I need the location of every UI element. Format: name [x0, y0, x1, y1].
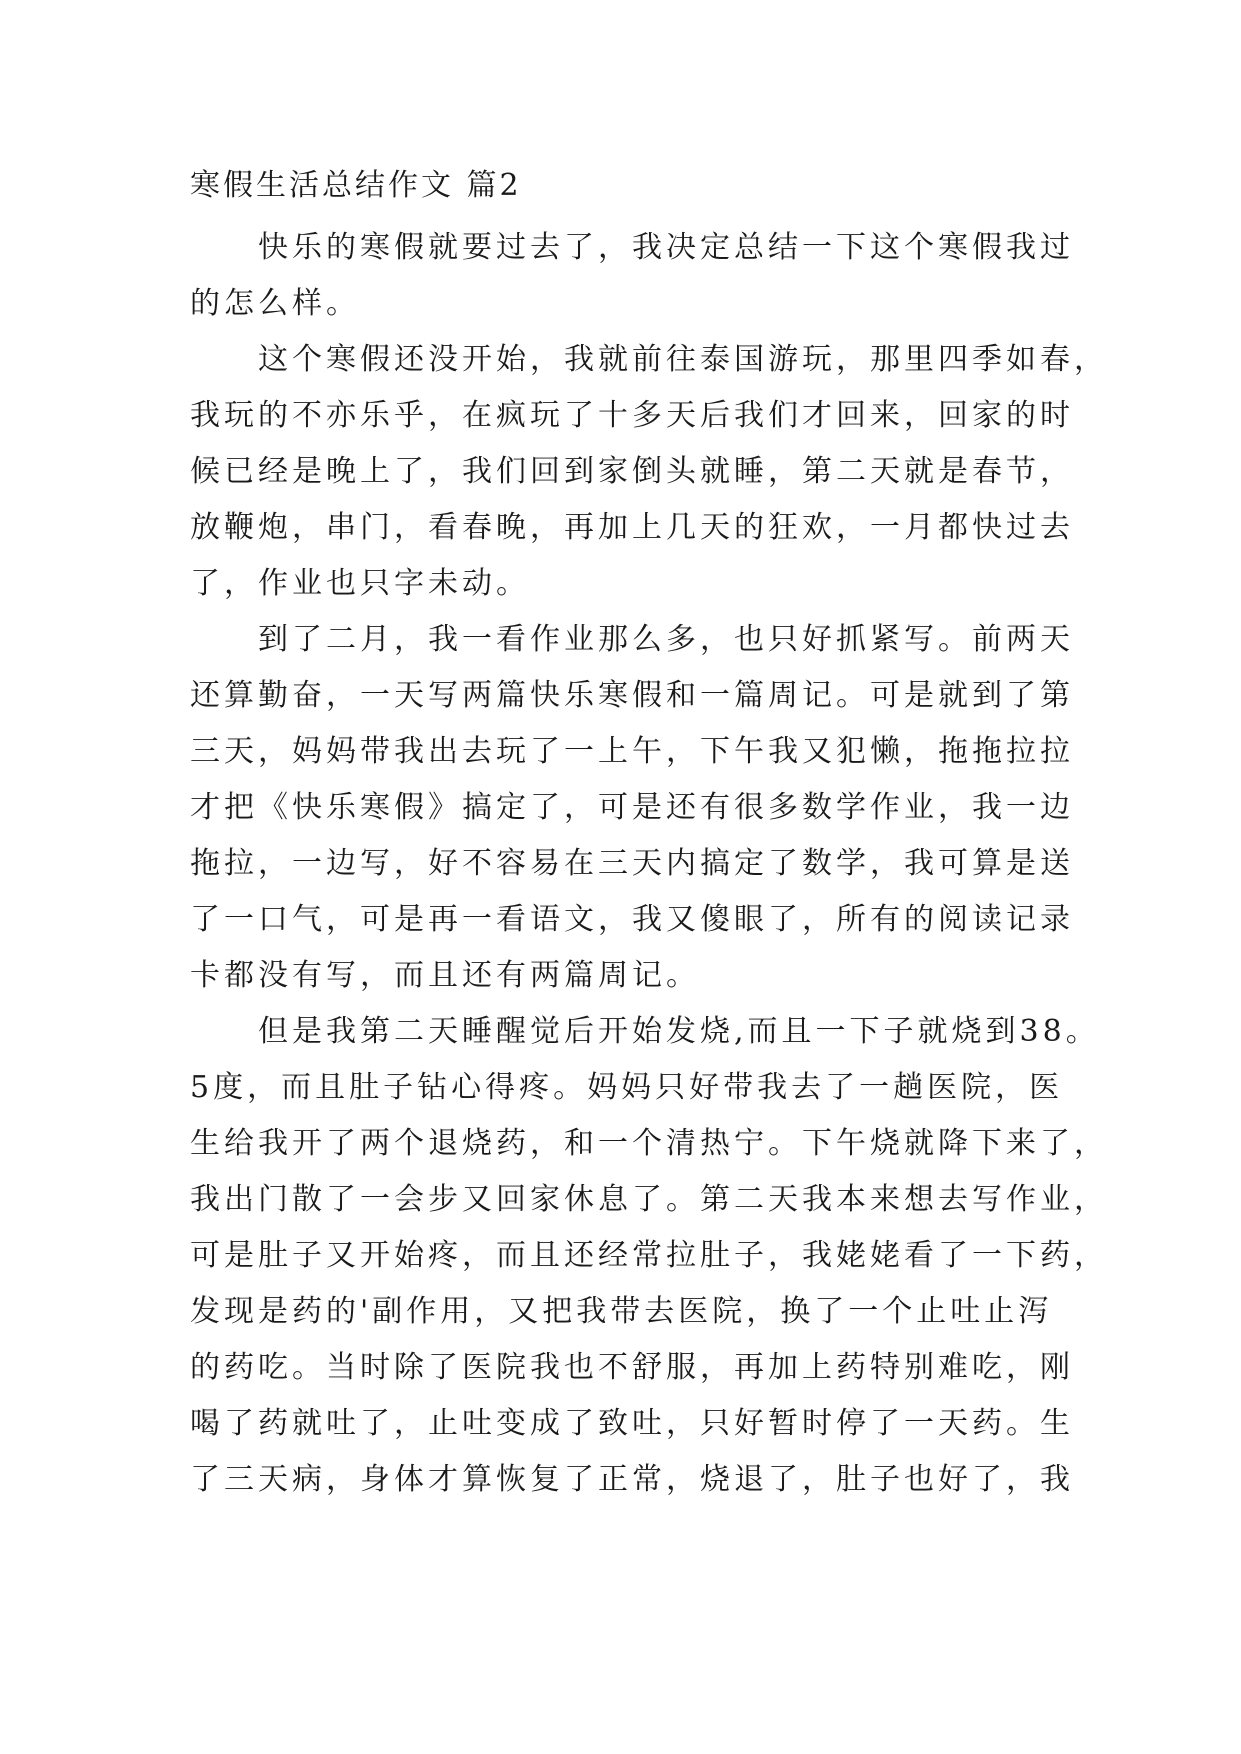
text-line: 5度，而且肚子钻心得疼。妈妈只好带我去了一趟医院，医: [190, 1070, 1064, 1105]
text-line: 我玩的不亦乐乎，在疯玩了十多天后我们才回来，回家的时: [190, 398, 1074, 433]
document-body: [190, 220, 1108, 1508]
text-line: 了一口气，可是再一看语文，我又傻眼了，所有的阅读记录: [190, 902, 1074, 937]
text-line: 这个寒假还没开始，我就前往泰国游玩，那里四季如春，: [258, 342, 1108, 377]
text-line: 三天，妈妈带我出去玩了一上午，下午我又犯懒，拖拖拉拉: [190, 734, 1074, 769]
text-line: 卡都没有写，而且还有两篇周记。: [190, 958, 700, 993]
text-line: 才把《快乐寒假》搞定了，可是还有很多数学作业，我一边: [190, 790, 1074, 825]
text-line: 的药吃。当时除了医院我也不舒服，再加上药特别难吃，刚: [190, 1350, 1074, 1385]
text-line: 的怎么样。: [190, 286, 360, 321]
text-line: 生给我开了两个退烧药，和一个清热宁。下午烧就降下来了，: [190, 1126, 1108, 1161]
text-line: 拖拉，一边写，好不容易在三天内搞定了数学，我可算是送: [190, 846, 1074, 881]
text-line: 候已经是晚上了，我们回到家倒头就睡，第二天就是春节，: [190, 454, 1074, 489]
text-line: 快乐的寒假就要过去了，我决定总结一下这个寒假我过: [258, 230, 1074, 265]
text-line: 了三天病，身体才算恢复了正常，烧退了，肚子也好了，我: [190, 1462, 1074, 1497]
document-title: 寒假生活总结作文 篇2: [190, 168, 522, 203]
text-line: 发现是药的'副作用，又把我带去医院，换了一个止吐止泻: [190, 1294, 1053, 1329]
text-line: 我出门散了一会步又回家休息了。第二天我本来想去写作业，: [190, 1182, 1108, 1217]
text-line: 可是肚子又开始疼，而且还经常拉肚子，我姥姥看了一下药，: [190, 1238, 1108, 1273]
text-line: 放鞭炮，串门，看春晚，再加上几天的狂欢，一月都快过去: [190, 510, 1074, 545]
text-line: 还算勤奋，一天写两篇快乐寒假和一篇周记。可是就到了第: [190, 678, 1074, 713]
text-line: 了，作业也只字未动。: [190, 566, 530, 601]
text-line: 但是我第二天睡醒觉后开始发烧,而且一下子就烧到38。: [258, 1014, 1100, 1049]
text-line: 喝了药就吐了，止吐变成了致吐，只好暂时停了一天药。生: [190, 1406, 1074, 1441]
text-line: 到了二月，我一看作业那么多，也只好抓紧写。前两天: [258, 622, 1074, 657]
